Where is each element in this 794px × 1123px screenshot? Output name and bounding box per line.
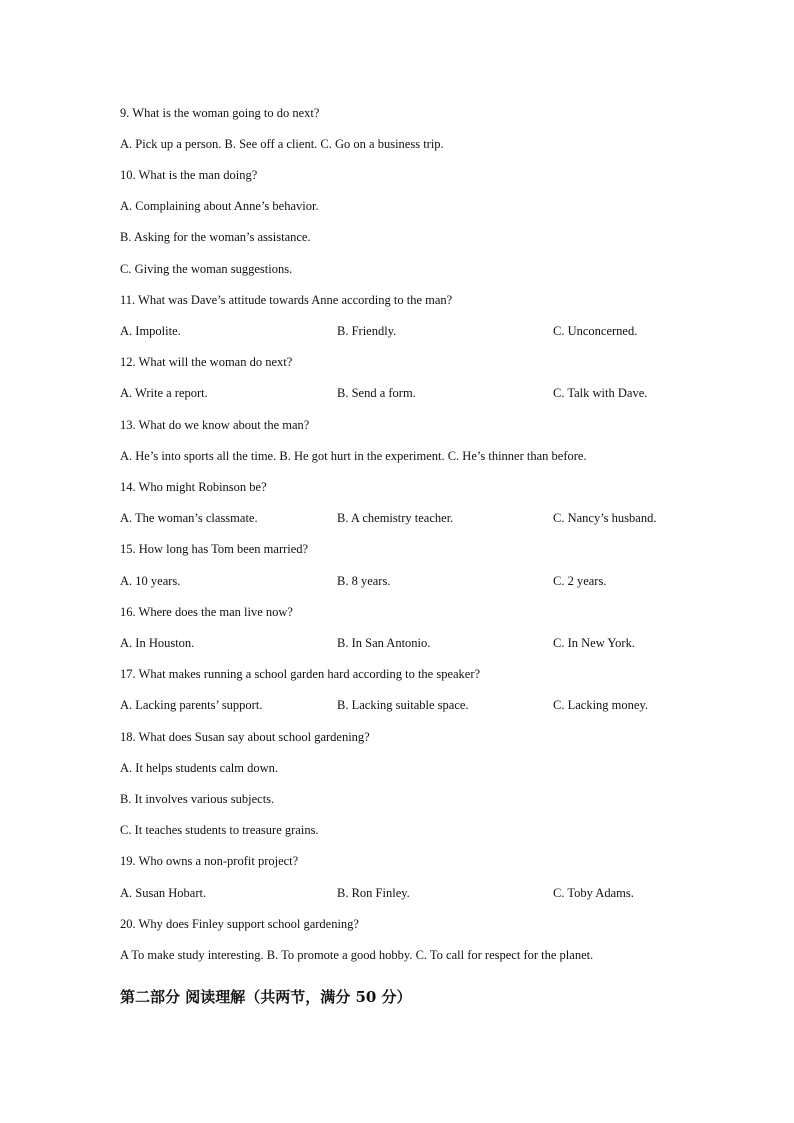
option-14-b: B. A chemistry teacher.: [337, 511, 454, 525]
option-15-b: B. 8 years.: [337, 574, 391, 588]
question-stem-13: 13. What do we know about the man?: [120, 418, 310, 432]
question-options-9: A. Pick up a person. B. See off a client. C. Go on a business trip.: [120, 137, 444, 151]
question-stem-18: 18. What does Susan say about school gardening?: [120, 730, 370, 744]
option-17-a: A. Lacking parents’ support.: [120, 698, 263, 712]
question-stem-9: 9. What is the woman going to do next?: [120, 106, 320, 120]
question-stem-19: 19. Who owns a non-profit project?: [120, 854, 299, 868]
option-12-a: A. Write a report.: [120, 386, 208, 400]
option-12-b: B. Send a form.: [337, 386, 416, 400]
question-stem-20: 20. Why does Finley support school gardening?: [120, 917, 359, 931]
option-10-a: A. Complaining about Anne’s behavior.: [120, 199, 319, 213]
option-17-c: C. Lacking money.: [553, 698, 649, 712]
option-16-b: B. In San Antonio.: [337, 636, 431, 650]
question-stem-10: 10. What is the man doing?: [120, 168, 258, 182]
option-11-a: A. Impolite.: [120, 324, 181, 338]
option-16-a: A. In Houston.: [120, 636, 195, 650]
option-11-c: C. Unconcerned.: [553, 324, 638, 338]
question-stem-14: 14. Who might Robinson be?: [120, 480, 267, 494]
question-stem-17: 17. What makes running a school garden hard according to the speaker?: [120, 667, 481, 681]
question-options-13: A. He’s into sports all the time. B. He got hurt in the experiment. C. He’s thinner than before.: [120, 449, 587, 463]
option-18-c: C. It teaches students to treasure grains.: [120, 823, 319, 837]
option-11-b: B. Friendly.: [337, 324, 397, 338]
option-16-c: C. In New York.: [553, 636, 635, 650]
option-15-a: A. 10 years.: [120, 574, 181, 588]
option-17-b: B. Lacking suitable space.: [337, 698, 469, 712]
question-stem-11: 11. What was Dave’s attitude towards Anne according to the man?: [120, 293, 453, 307]
question-stem-16: 16. Where does the man live now?: [120, 605, 293, 619]
question-options-20: A To make study interesting. B. To promote a good hobby. C. To call for respect for the planet.: [120, 948, 594, 962]
option-19-b: B. Ron Finley.: [337, 886, 410, 900]
option-19-a: A. Susan Hobart.: [120, 886, 207, 900]
option-14-a: A. The woman’s classmate.: [120, 511, 258, 525]
option-18-b: B. It involves various subjects.: [120, 792, 275, 806]
option-10-b: B. Asking for the woman’s assistance.: [120, 230, 311, 244]
option-14-c: C. Nancy’s husband.: [553, 511, 657, 525]
option-19-c: C. Toby Adams.: [553, 886, 634, 900]
option-18-a: A. It helps students calm down.: [120, 761, 278, 775]
question-stem-12: 12. What will the woman do next?: [120, 355, 293, 369]
section-heading: 第二部分 阅读理解（共两节，满分 50 分）: [120, 988, 412, 1006]
option-12-c: C. Talk with Dave.: [553, 386, 648, 400]
option-15-c: C. 2 years.: [553, 574, 607, 588]
question-stem-15: 15. How long has Tom been married?: [120, 542, 309, 556]
option-10-c: C. Giving the woman suggestions.: [120, 262, 293, 276]
